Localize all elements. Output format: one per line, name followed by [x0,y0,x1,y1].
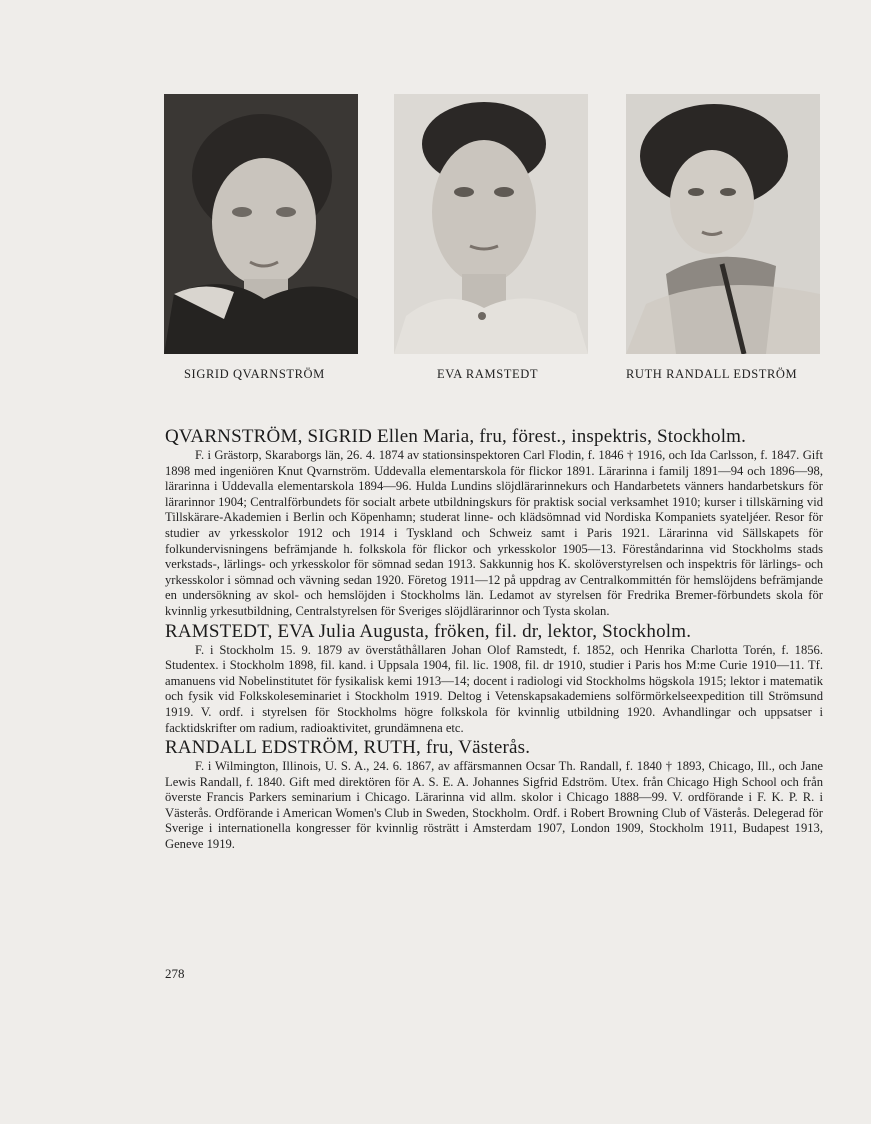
entry-body: F. i Grästorp, Skaraborgs län, 26. 4. 1874 av stationsinspektoren Carl Flodin, f. 1846 † 1916, och Ida Carlsson, f. 1847. Gift 1898 med ingeniören Knut Qvarnström. Uddevalla elementarskola för flickor 1891. Lärarinna i familj 1891—94 och 1896—98, lärarinna i Uddevalla elementarskola 1894—96. Hulda Lundins slöjdlärarinnekurs och Handarbetets vänners handarbetskurs för lärarinnor 1904; Centralförbundets för socialt arbete utbildningskurs för praktisk social verksamhet 1910; kurser i tillskärning vid Tillskärare-Akademien i Berlin och Köpenhamn; studerat linne- och klädsömnad vid Nordiska Kompaniets syateljéer. Resor för studier av yrkesskolor 1912 och 1914 i Tyskland och Schweiz samt i Paris 1921. Lärarinna vid Sällskapets för folkundervisningens befrämjande h. folkskola för flickor och yrkesskolor 1905—13. Föreståndarinna vid Stockholms stads verkstads-, lärlings- och yrkesskolor för sömnad sedan 1913. Sakkunnig hos K. skolöverstyrelsen och inspektris för lärlings- och yrkesskolor i sömnad och vävning sedan 1920. Företog 1911—12 på uppdrag av Centralkommittén för hemslöjdens befrämjande en undersökning av skol- och hemslöjden i Stockholms län. Ledamot av styrelsen för Fredrika Bremer-förbundets skola för kvinnlig yrkesutbildning, Centralstyrelsen för Sveriges slöjdlärarinnor och Tysta skolan. [165,448,823,618]
entry-body: F. i Wilmington, Illinois, U. S. A., 24. 6. 1867, av affärsmannen Ocsar Th. Randall, f. 1840 † 1893, Chicago, Ill., och Jane Lewis Randall, f. 1840. Gift med direktören för A. S. E. A. Johannes Sigfrid Edström. Utex. från Chicago High School och från överste Francis Parkers seminarium i Chicago. Lärarinna vid allm. skolor i Chicago 1888—99. V. ordförande i F. K. P. R. i Västerås. Ordförande i American Women's Club in Sweden, Stockholm. Ordf. i Robert Browning Club of Västerås. Delegerad för Sverige i internationella kongresser för kvinnlig rösträtt i Amsterdam 1907, London 1909, Stockholm 1911, Budapest 1913, Geneve 1919. [165,759,823,852]
portrait-photo-randall-edstrom [626,94,820,354]
biography-entry [165,426,823,620]
entry-heading: QVARNSTRÖM, SIGRID Ellen Maria, fru, förest., inspektris, Stockholm. [165,426,747,447]
biography-entry [165,621,823,737]
entry-body: F. i Stockholm 15. 9. 1879 av överståthållaren Johan Olof Ramstedt, f. 1852, och Henrika Charlotta Torén, f. 1856. Studentex. i Stockholm 1898, fil. kand. i Uppsala 1904, fil. lic. 1908, fil. dr 1910, studier i Paris hos M:me Curie 1910—11. Tf. amanuens vid Nobelinstitutet för fysikalisk kemi 1913—14; docent i radiologi vid Stockholms högskola 1915; lektor i matematik och fysik vid Folkskoleseminariet i Stockholm 1919. Deltog i Vetenskapsakademiens solförmörkelseexpedition till Strömsund 1919. V. ordf. i styrelsen för Stockholms högre folkskola för kvinnlig utbildning 1920. Avhandlingar och uppsatser i facktidskrifter om radium, radioaktivitet, grundämnena etc. [165,642,823,735]
photo-caption: SIGRID QVARNSTRÖM [184,367,325,381]
portrait-photo-qvarnstrom [164,94,358,354]
portrait-row [164,94,820,356]
page-number: 278 [165,966,185,981]
biography-entries [165,426,823,853]
entry-heading: RANDALL EDSTRÖM, RUTH, fru, Västerås. [165,737,531,759]
biography-entry [165,737,823,853]
entry-heading: RAMSTEDT, EVA Julia Augusta, fröken, fil. dr, lektor, Stockholm. [165,620,692,642]
portrait-photo-ramstedt [394,94,588,354]
photo-caption: RUTH RANDALL EDSTRÖM [626,367,798,381]
photo-caption: EVA RAMSTEDT [437,367,539,381]
